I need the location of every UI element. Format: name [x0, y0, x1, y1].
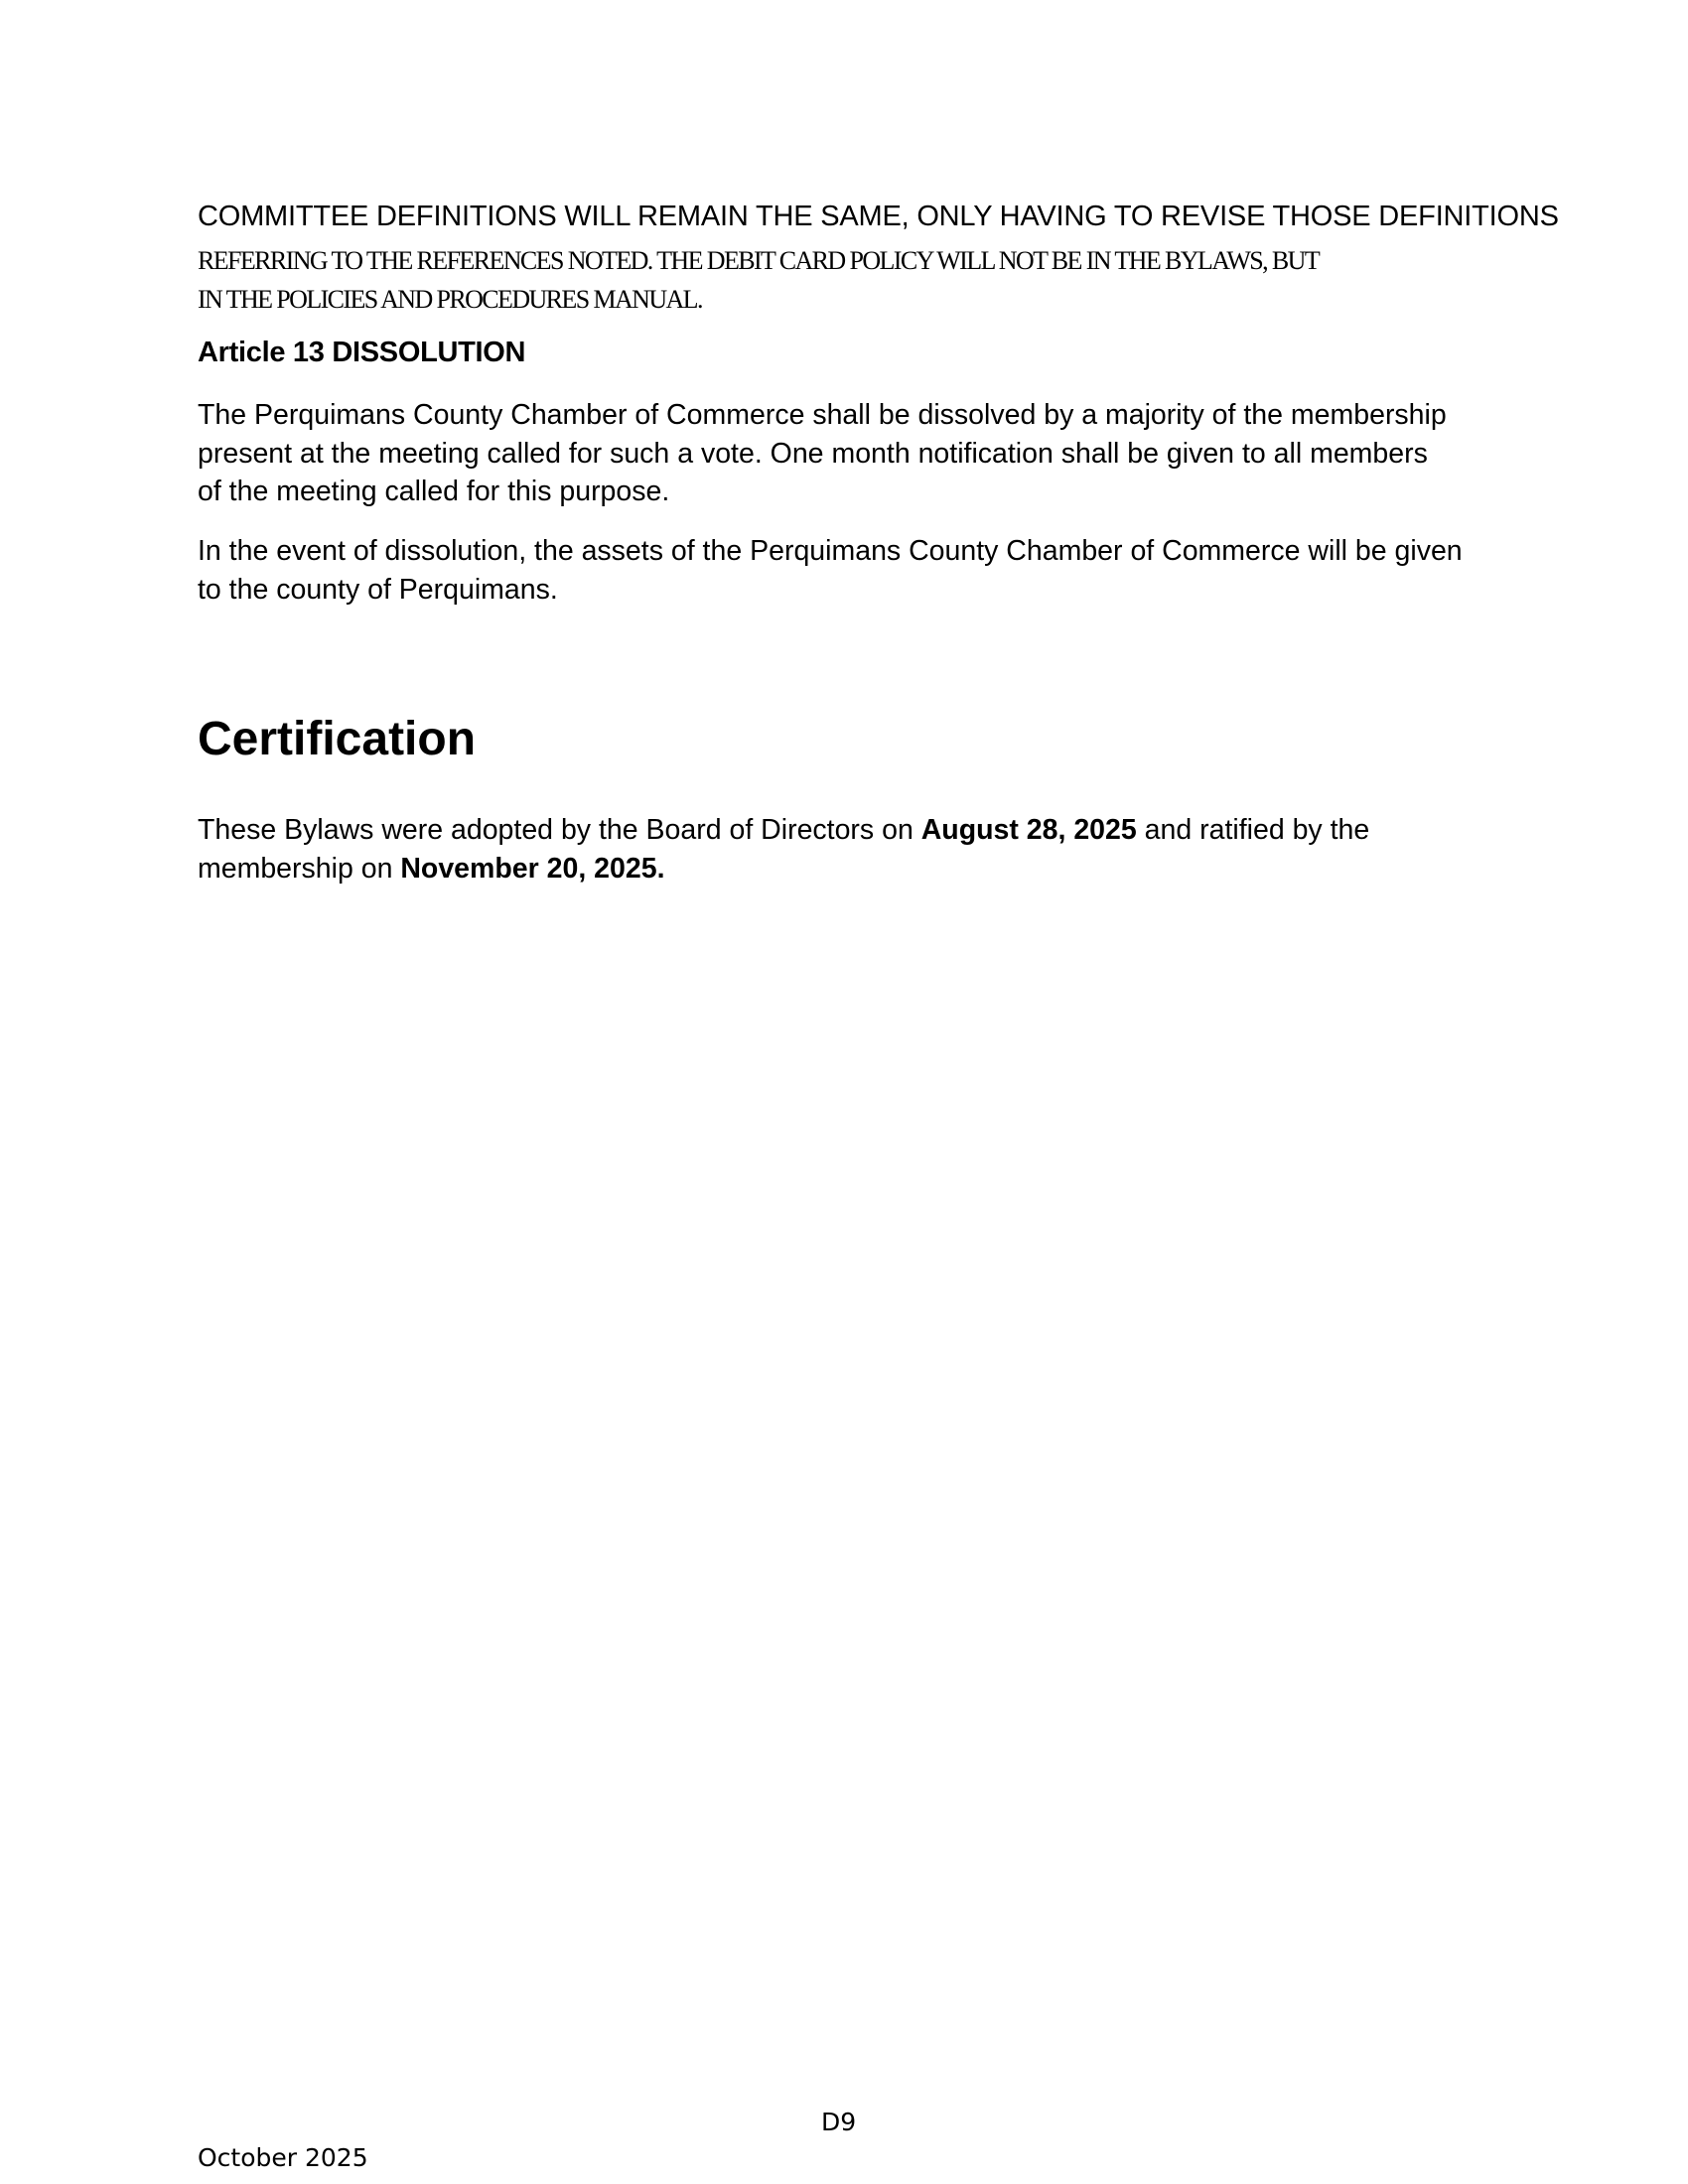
- certification-text-2: and ratified by the: [1136, 814, 1370, 846]
- committee-note-line-2: REFERRING TO THE REFERENCES NOTED. THE DEBIT CARD POLICY WILL NOT BE IN THE BYLAWS, BUT: [198, 246, 1320, 275]
- committee-note-continuation: [198, 241, 1319, 319]
- dissolution-line-2: present at the meeting called for such a vote. One month notification shall be given to all members: [198, 437, 1428, 470]
- certification-line-1: [198, 811, 1369, 850]
- certification-text-1: These Bylaws were adopted by the Board of Directors on: [198, 814, 921, 846]
- certification-line-2: [198, 850, 1369, 888]
- membership-ratification-date: November 20, 2025.: [400, 852, 665, 885]
- certification-paragraph: [198, 811, 1369, 887]
- committee-note-line-3: IN THE POLICIES AND PROCEDURES MANUAL.: [198, 285, 702, 314]
- dissolution-line-3: of the meeting called for this purpose.: [198, 476, 670, 507]
- page-number: D9: [821, 2108, 857, 2136]
- dissolution-paragraph: [198, 396, 1447, 511]
- dissolution-line-1: The Perquimans County Chamber of Commerce shall be dissolved by a majority of the membership: [198, 399, 1447, 431]
- footer-date: October 2025: [198, 2143, 368, 2172]
- assets-paragraph: [198, 532, 1463, 609]
- committee-note-line-1: COMMITTEE DEFINITIONS WILL REMAIN THE SAME, ONLY HAVING TO REVISE THOSE DEFINITIONS: [198, 201, 1559, 232]
- article-13-heading: Article 13 DISSOLUTION: [198, 337, 526, 368]
- certification-heading: Certification: [198, 713, 477, 765]
- board-adoption-date: August 28, 2025: [920, 814, 1137, 846]
- certification-text-3: membership on: [198, 852, 401, 885]
- assets-line-2: to the county of Perquimans.: [198, 573, 558, 606]
- assets-line-1: In the event of dissolution, the assets of the Perquimans County Chamber of Commerce will be given: [198, 535, 1463, 567]
